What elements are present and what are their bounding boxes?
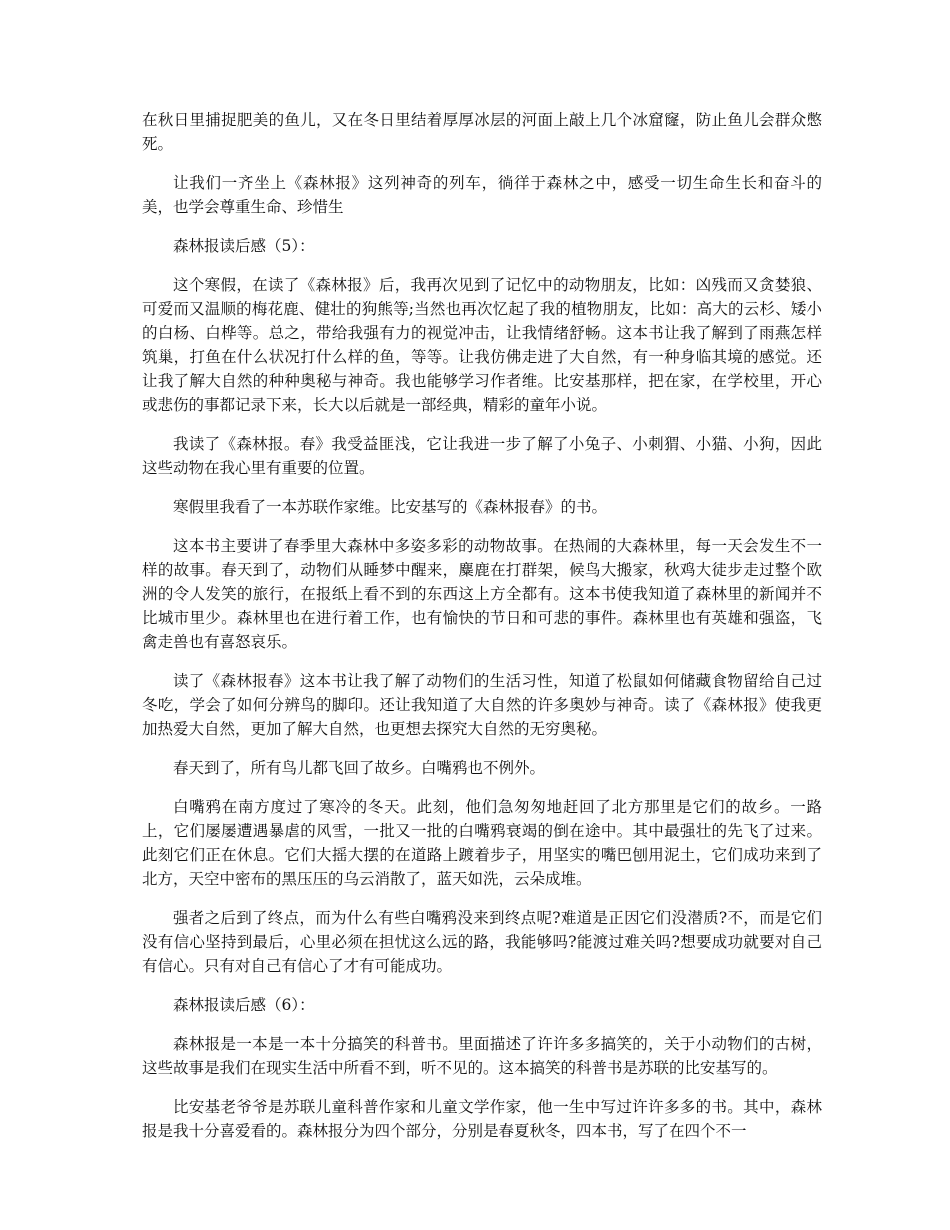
section-heading-5: 森林报读后感（5）：	[173, 237, 315, 255]
paragraph: 比安基老爷爷是苏联儿童科普作家和儿童文学作家，他一生中写过许许多多的书。其中，森林报是我十分喜爱看的。森林报分为四个部分，分别是春夏秋冬，四本书，写了在四个不一	[142, 1098, 822, 1140]
document-page	[142, 108, 822, 1158]
paragraph: 这本书主要讲了春季里大森林中多姿多彩的动物故事。在热闹的大森林里，每一天会发生不一样的故事。春天到了，动物们从睡梦中醒来，麋鹿在打群架，候鸟大搬家，秋鸡大徒步走过整个欧洲的令人发笑的旅行，在报纸上看不到的东西这上方全都有。这本书使我知道了森林里的新闻并不比城市里少。森林里也在进行着工作，也有愉快的节日和可悲的事件。森林里也有英雄和强盗，飞禽走兽也有喜怒哀乐。	[142, 537, 822, 651]
paragraph: 我读了《森林报。春》我受益匪浅，它让我进一步了解了小兔子、小刺猬、小猫、小狗，因此这些动物在我心里有重要的位置。	[142, 435, 822, 477]
paragraph: 森林报是一本是一本十分搞笑的科普书。里面描述了许许多多搞笑的，关于小动物们的古树，这些故事是我们在现实生活中所看不到，听不见的。这本搞笑的科普书是苏联的比安基写的。	[142, 1035, 822, 1077]
paragraph: 寒假里我看了一本苏联作家维。比安基写的《森林报春》的书。	[173, 498, 608, 516]
paragraph: 白嘴鸦在南方度过了寒冷的冬天。此刻，他们急匆匆地赶回了北方那里是它们的故乡。一路上，它们屡屡遭遇暴虐的风雪，一批又一批的白嘴鸦衰竭的倒在途中。其中最强壮的先飞了过来。此刻它们正在休息。它们大摇大摆的在道路上踱着步子，用坚实的嘴巴刨用泥土，它们成功来到了北方，天空中密布的黑压压的乌云消散了，蓝天如洗，云朵成堆。	[142, 798, 822, 888]
paragraph: 春天到了，所有鸟儿都飞回了故乡。白嘴鸦也不例外。	[173, 759, 546, 777]
paragraph: 这个寒假，在读了《森林报》后，我再次见到了记忆中的动物朋友，比如：凶残而又贪婪狼、可爱而又温顺的梅花鹿、健壮的狗熊等;当然也再次忆起了我的植物朋友，比如：高大的云杉、矮小的白杨、白桦等。总之，带给我强有力的视觉冲击，让我情绪舒畅。这本书让我了解到了雨燕怎样筑巢，打鱼在什么状况打什么样的鱼，等等。让我仿佛走进了大自然，有一种身临其境的感觉。还让我了解大自然的种种奥秘与神奇。我也能够学习作者维。比安基那样，把在家，在学校里，开心或悲伤的事都记录下来，长大以后就是一部经典，精彩的童年小说。	[142, 276, 822, 414]
paragraph-continuation: 在秋日里捕捉肥美的鱼儿，又在冬日里结着厚厚冰层的河面上敲上几个冰窟窿，防止鱼儿会群众憋死。	[142, 111, 822, 153]
paragraph: 读了《森林报春》这本书让我了解了动物们的生活习性，知道了松鼠如何储藏食物留给自己过冬吃，学会了如何分辨鸟的脚印。还让我知道了大自然的许多奥妙与神奇。读了《森林报》使我更加热爱大自然，更加了解大自然，也更想去探究大自然的无穷奥秘。	[142, 672, 822, 738]
section-heading-6: 森林报读后感（6）：	[173, 996, 315, 1014]
paragraph: 强者之后到了终点，而为什么有些白嘴鸦没来到终点呢?难道是正因它们没潜质?不，而是它们没有信心坚持到最后，心里必须在担忧这么远的路，我能够吗?能渡过难关吗?想要成功就要对自己有信心。只有对自己有信心了才有可能成功。	[142, 909, 822, 975]
paragraph: 让我们一齐坐上《森林报》这列神奇的列车，徜徉于森林之中，感受一切生命生长和奋斗的美，也学会尊重生命、珍惜生	[142, 174, 822, 216]
